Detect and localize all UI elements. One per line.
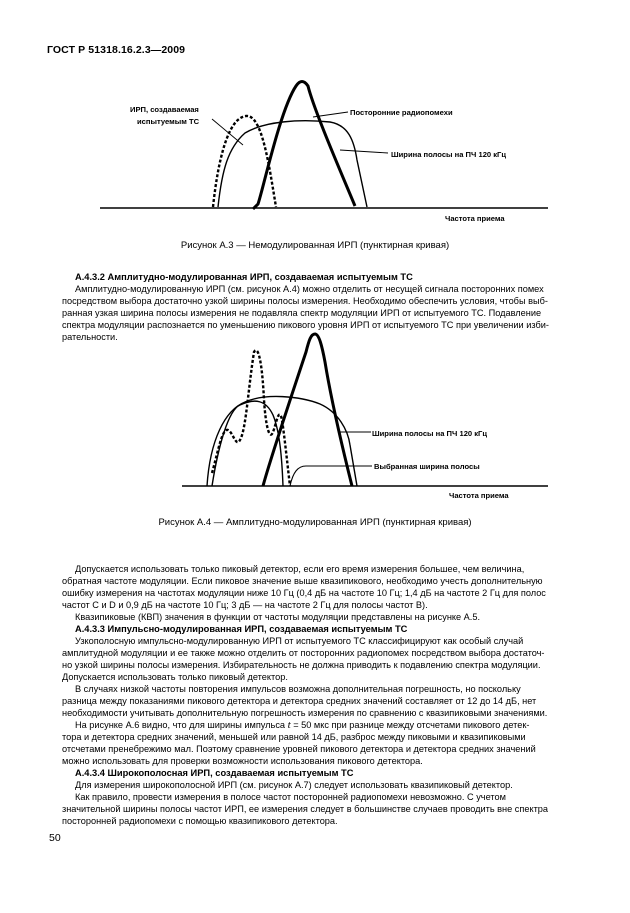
figure-a3-label-emi-2: испытуемым ТС xyxy=(137,117,200,126)
para2: Квазипиковые (КВП) значения в функции от частоты модуляции представлены на рисунке А.5. xyxy=(75,612,481,622)
figure-a4-label-if-bandwidth: Ширина полосы на ПЧ 120 кГц xyxy=(372,429,488,438)
para7-line-2: значительной ширины полосы частот ИРП, ее измерения следует в большинстве случаев проводить вне спектра xyxy=(62,804,549,814)
para4-line-3: необходимости учитывать дополнительную погрешность измерения по сравнению с квазипиковыми значениями. xyxy=(62,708,548,718)
heading-a433: А.4.3.3 Импульсно-модулированная ИРП, создаваемая испытуемым ТС xyxy=(75,624,408,634)
figure-a3-label-emi-1: ИРП, создаваемая xyxy=(130,105,199,114)
para3-line-2: амплитудной модуляции и ее также можно отделить от посторонних радиопомех посредством выбора достаточ- xyxy=(62,648,545,658)
figure-a4-emi-dashed-curve xyxy=(212,350,290,486)
para-a432-line-2: посредством выбора достаточно узкой ширины полосы измерения. Необходимо обеспечить условия, чтобы выб- xyxy=(62,296,548,306)
figure-a4-selected-band-curve-a xyxy=(212,401,283,486)
figure-a3-label-foreign-noise: Посторонние радиопомехи xyxy=(350,108,453,117)
para5-line-3: отсчетами пренебрежимо мал. Поэтому сравнение уровней пикового детектора и детектора средних значений xyxy=(62,744,536,754)
para4-line-1: В случаях низкой частоты повторения импульсов возможна дополнительная погрешность, но поскольку xyxy=(75,684,521,694)
para5-line-1 xyxy=(75,720,583,732)
figure-a4-caption: Рисунок А.4 — Амплитудно-модулированная ИРП (пунктирная кривая) xyxy=(158,517,472,528)
figure-a3-label-if-bandwidth: Ширина полосы на ПЧ 120 кГц xyxy=(391,150,507,159)
para1-line-1: Допускается использовать только пиковый детектор, если его время измерения большее, чем величина, xyxy=(75,564,525,574)
para4-line-2: разница между показаниями пикового детектора и детектора средних значений составляет от 12 до 14 дБ, нет xyxy=(62,696,537,706)
para3-line-1: Узкополосную импульсно-модулированную ИРП от испытуемого ТС классифицируют как особый случай xyxy=(75,636,524,646)
figure-a3-caption: Рисунок А.3 — Немодулированная ИРП (пунктирная кривая) xyxy=(180,240,450,251)
heading-a432: А.4.3.2 Амплитудно-модулированная ИРП, создаваемая испытуемым ТС xyxy=(75,272,413,282)
para1-line-2: обратная частоте модуляции. Если пиковое значение выше квазипикового, необходимо учесть дополнительную xyxy=(62,576,543,586)
para-a432-line-3: ранная узкая ширина полосы измерения не подавляла спектр модуляции ИРП от испытуемого ТС. Подавление xyxy=(62,308,542,318)
figure-a4-selected-band-curve-b xyxy=(290,466,372,486)
para5-text-b: = 50 мкс при разнице между отсчетами пикового детек- xyxy=(293,720,530,730)
para-a432-line-5: рательности. xyxy=(62,332,118,342)
para1-line-4: частот С и D и 0,9 дБ на частоте 10 Гц; 3 дБ — на частоте 2 Гц для полосы частот В). xyxy=(62,600,428,610)
para-a432-line-4: спектра модуляции распознается по уменьшению пикового уровня ИРП от испытуемого ТС при увеличении изби- xyxy=(62,320,549,330)
figure-a4-label-selected-bandwidth: Выбранная ширина полосы xyxy=(374,462,480,471)
figure-a3-label-rx-freq: Частота приема xyxy=(445,214,505,223)
document-header: ГОСТ Р 51318.16.2.3—2009 xyxy=(47,44,186,56)
para5-line-2: тора и детектора средних значений, меньшей или равной 14 дБ, разброс между пиковыми и квазипиковыми xyxy=(62,732,526,742)
para5-text-a: На рисунке А.6 видно, что для ширины импульса xyxy=(75,720,286,730)
para1-line-3: ошибку измерения на частотах модуляции ниже 10 Гц (0,4 дБ на частоте 10 Гц; 1,4 дБ на частоте 2 Гц для полос xyxy=(62,588,546,598)
para3-line-4: Допускается использовать только пиковый детектор. xyxy=(62,672,288,682)
figure-a4-label-rx-freq: Частота приема xyxy=(449,491,509,500)
heading-a434: А.4.3.4 Широкополосная ИРП, создаваемая испытуемым ТС xyxy=(75,768,354,778)
figure-a4-foreign-noise-curve xyxy=(263,334,352,486)
para7-line-1: Как правило, провести измерения в полосе частот посторонней радиопомехи невозможно. С учетом xyxy=(75,792,506,802)
page-number: 50 xyxy=(49,832,61,844)
para6: Для измерения широкополосной ИРП (см. рисунок А.7) следует использовать квазипиковый детектор. xyxy=(75,780,513,790)
para5-variable-t: t xyxy=(287,719,291,731)
para-a432-line-1: Амплитудно-модулированную ИРП (см. рисунок А.4) можно отделить от несущей сигнала посторонних помех xyxy=(75,284,544,294)
para5-line-4: можно использовать для проверки возможности использования пикового детектора. xyxy=(62,756,423,766)
para3-line-3: но узкой ширины полосы измерения. Избирательность не должна приводить к подавлению спектра модуляции. xyxy=(62,660,541,670)
para7-line-3: посторонней радиопомехи с помощью квазипикового детектора. xyxy=(62,816,338,826)
